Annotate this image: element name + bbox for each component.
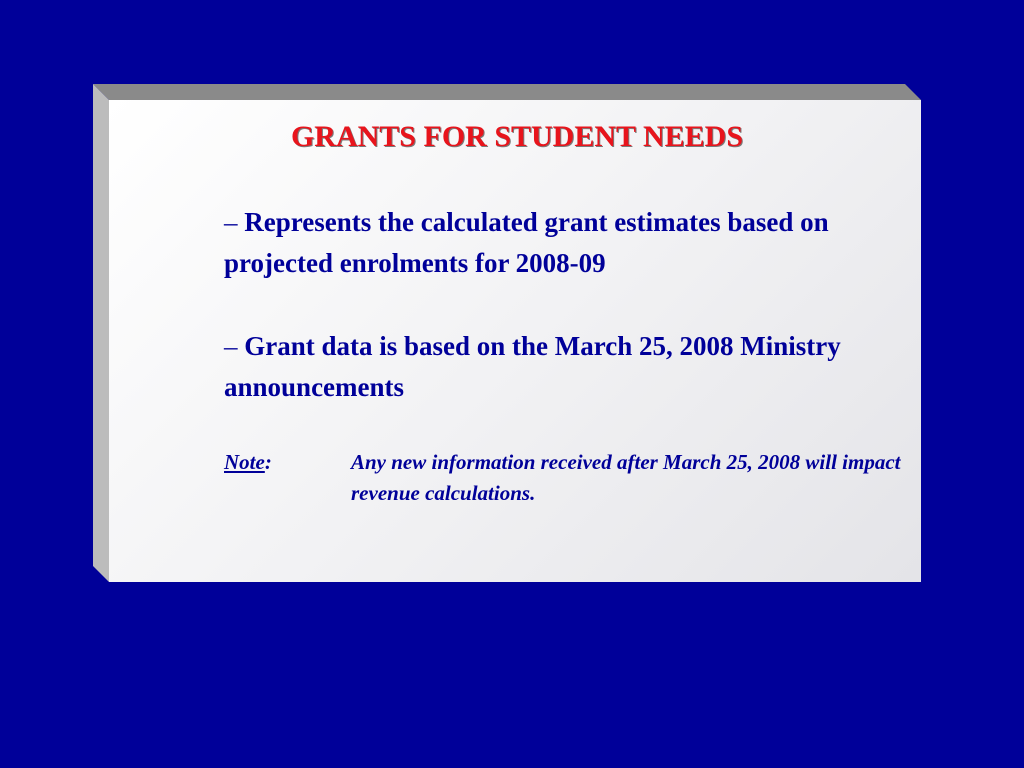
bullet-text: Represents the calculated grant estimates based on projected enrolments for 2008-09 <box>224 207 829 278</box>
note-label-word: Note <box>224 450 265 474</box>
note-label-colon: : <box>264 450 272 474</box>
bullet-enrolment-estimates <box>224 202 884 284</box>
bullet-dash: – <box>224 331 238 361</box>
bullet-text: Grant data is based on the March 25, 2008 Ministry announcements <box>224 331 841 402</box>
bullet-grant-data <box>224 326 884 408</box>
box-bevel-top <box>93 84 921 100</box>
note-label <box>224 447 272 478</box>
box-bevel-left <box>93 84 109 582</box>
bullet-dash: – <box>224 207 238 237</box>
slide-title: GRANTS FOR STUDENT NEEDS <box>290 120 744 153</box>
note-text: Any new information received after March 25, 2008 will impact revenue calculations. <box>351 450 901 505</box>
